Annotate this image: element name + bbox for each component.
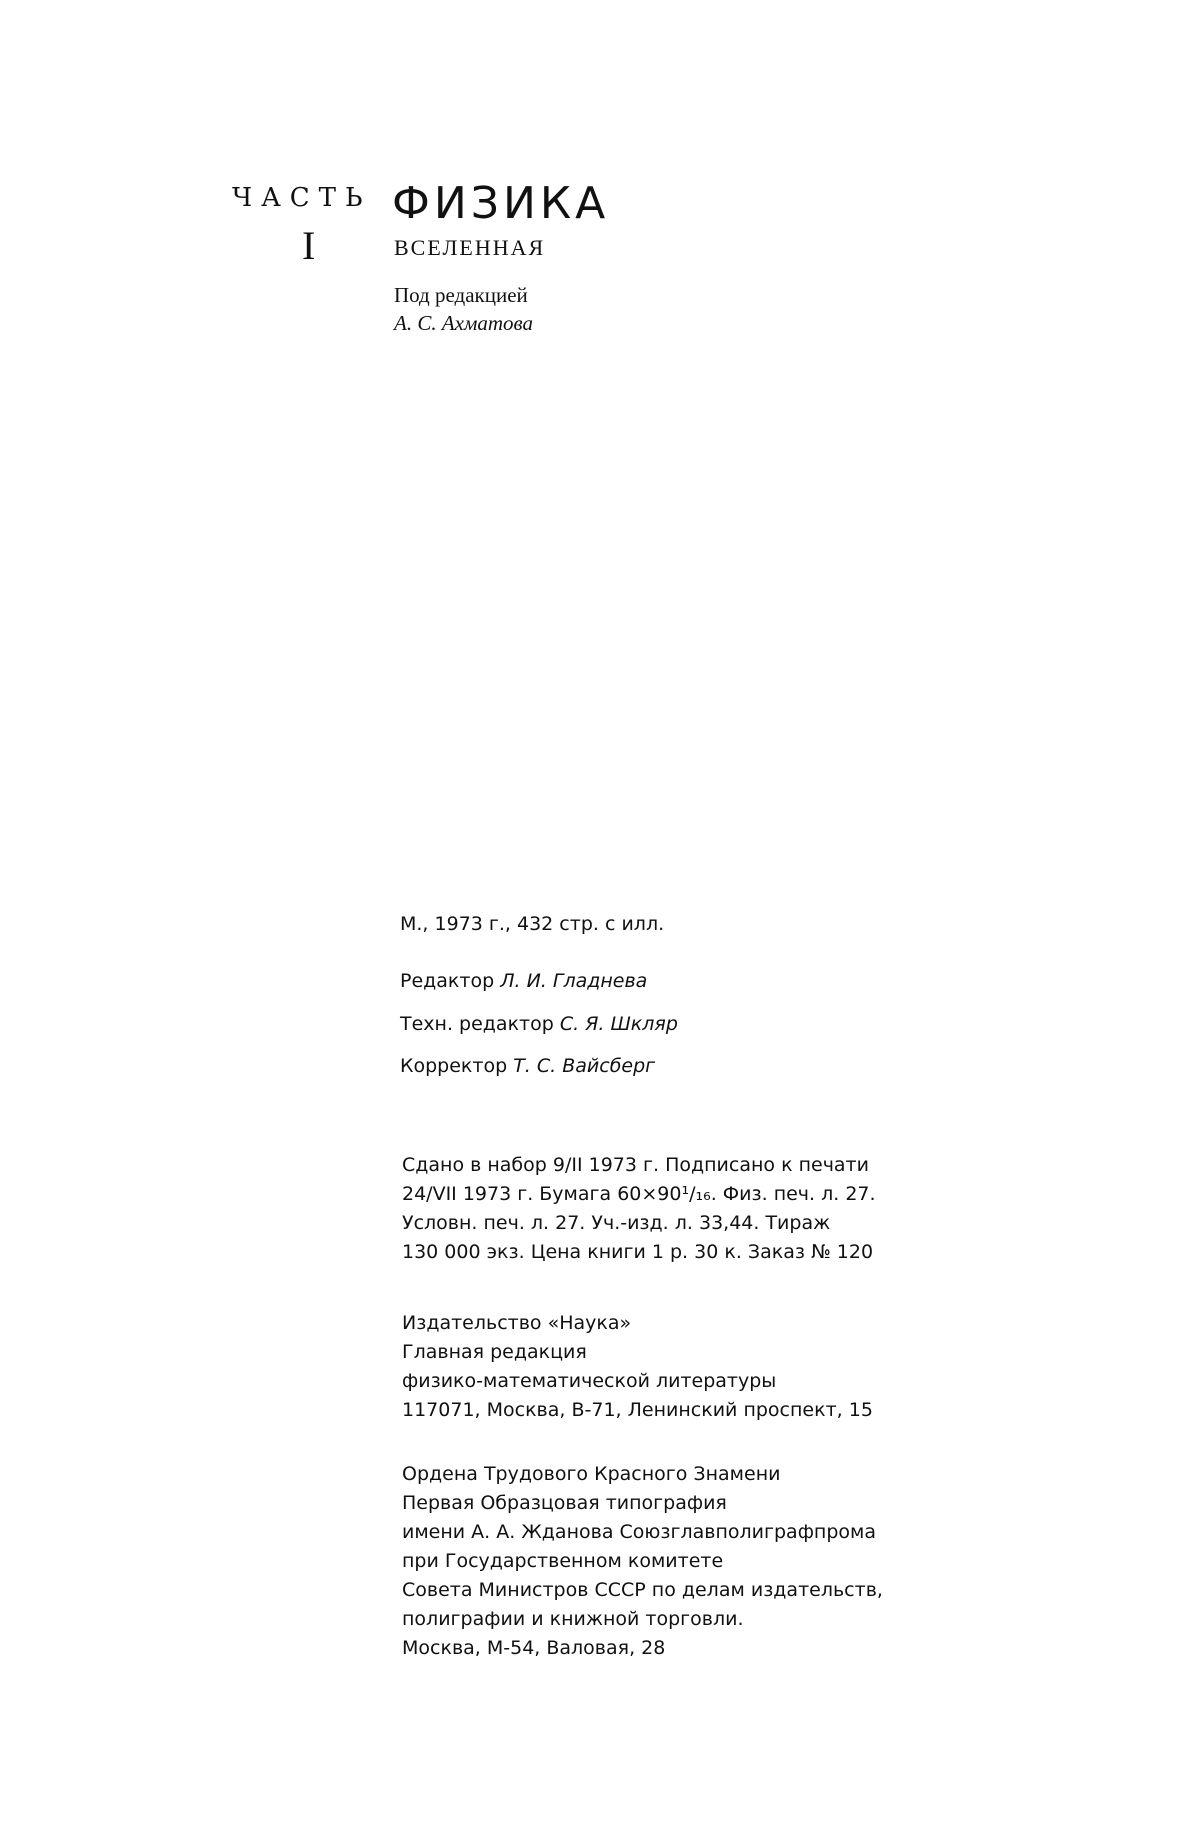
printer-line: Ордена Трудового Красного Знамени xyxy=(402,1463,781,1485)
book-title: ФИЗИКА xyxy=(392,178,610,229)
publisher-line: Главная редакция xyxy=(402,1341,587,1363)
printer-block xyxy=(402,1460,883,1663)
print-info-line: 130 000 экз. Цена книги 1 р. 30 к. Заказ № 120 xyxy=(402,1241,874,1263)
printer-line: полиграфии и книжной торговли. xyxy=(402,1608,744,1630)
credit-name: С. Я. Шкляр xyxy=(559,1013,678,1035)
credit-name: Л. И. Гладнева xyxy=(500,970,648,992)
book-subtitle: ВСЕЛЕННАЯ xyxy=(394,235,546,260)
publisher-line: физико-математической литературы xyxy=(402,1370,777,1392)
credit-role: Техн. редактор xyxy=(400,1013,554,1035)
credit-role: Редактор xyxy=(400,970,495,992)
printer-line: Совета Министров СССР по делам издательств, xyxy=(402,1579,883,1601)
printer-line: при Государственном комитете xyxy=(402,1550,724,1572)
print-info-line: 24/VII 1973 г. Бумага 60×90¹/₁₆. Физ. печ. л. 27. xyxy=(402,1183,876,1205)
editor-name: А. С. Ахматова xyxy=(394,311,534,335)
editor-label: Под редакцией xyxy=(394,283,528,307)
publication-info: М., 1973 г., 432 стр. с илл. xyxy=(400,913,665,935)
printer-line: Первая Образцовая типография xyxy=(402,1492,727,1514)
credit-line xyxy=(400,1055,655,1077)
credit-line xyxy=(400,970,647,992)
credit-role: Корректор xyxy=(400,1055,508,1077)
print-info-line: Условн. печ. л. 27. Уч.-изд. л. 33,44. Тираж xyxy=(402,1212,831,1234)
credit-name: Т. С. Вайсберг xyxy=(513,1055,656,1077)
publisher-line: Издательство «Наука» xyxy=(402,1312,632,1334)
publisher-block xyxy=(402,1309,873,1425)
publisher-line: 117071, Москва, В-71, Ленинский проспект, 15 xyxy=(402,1399,873,1421)
part-word: ЧАСТЬ xyxy=(232,183,372,213)
printer-line: Москва, М-54, Валовая, 28 xyxy=(402,1637,666,1659)
credit-line xyxy=(400,1013,678,1035)
print-info-block xyxy=(402,1151,876,1267)
part-number: I xyxy=(302,223,316,268)
printer-line: имени А. А. Жданова Союзглавполиграфпрома xyxy=(402,1521,877,1543)
print-info-line: Сдано в набор 9/II 1973 г. Подписано к печати xyxy=(402,1154,869,1176)
